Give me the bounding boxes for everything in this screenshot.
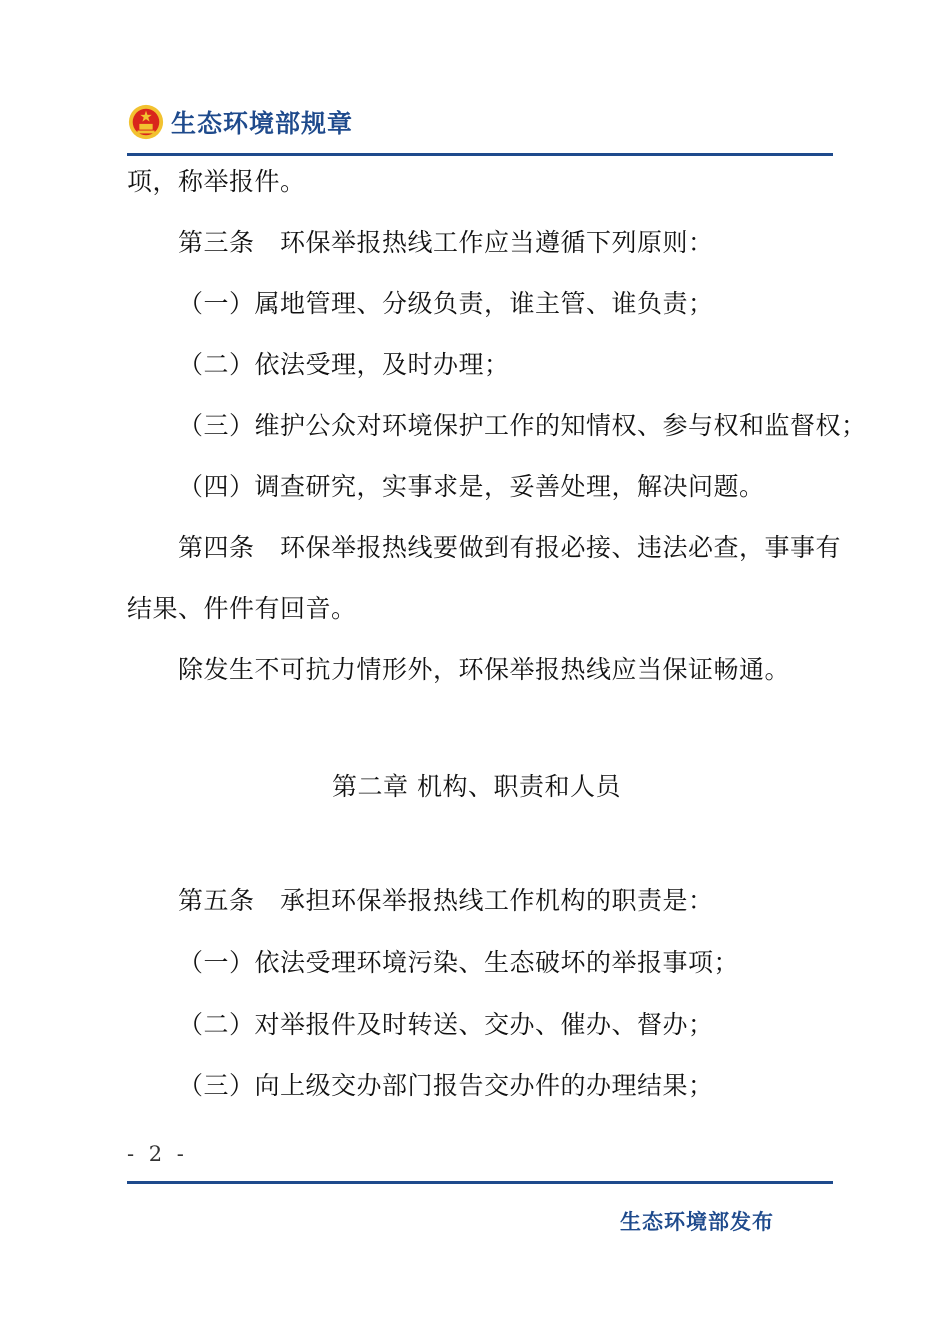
paragraph-line: 除发生不可抗力情形外，环保举报热线应当保证畅通。 bbox=[178, 655, 791, 684]
footer-divider bbox=[127, 1181, 833, 1184]
header-title: 生态环境部规章 bbox=[171, 109, 354, 138]
list-item: （四）调查研究，实事求是，妥善处理，解决问题。 bbox=[178, 472, 765, 501]
list-item: （二）对举报件及时转送、交办、催办、督办； bbox=[178, 1010, 714, 1039]
paragraph-line: 项，称举报件。 bbox=[127, 167, 306, 196]
page-header bbox=[127, 100, 353, 144]
header-divider bbox=[127, 153, 833, 156]
paragraph-line: 结果、件件有回音。 bbox=[127, 594, 357, 623]
national-emblem-icon bbox=[127, 103, 165, 141]
article-4-heading: 第四条 环保举报热线要做到有报必接、违法必查，事事有 bbox=[178, 533, 842, 562]
list-item: （三）维护公众对环境保护工作的知情权、参与权和监督权； bbox=[178, 411, 867, 440]
page-number: - 2 - bbox=[127, 1142, 188, 1166]
list-item: （一）属地管理、分级负责，谁主管、谁负责； bbox=[178, 289, 714, 318]
footer-publisher: 生态环境部发布 bbox=[620, 1210, 774, 1234]
chapter-title: 第二章 机构、职责和人员 bbox=[332, 772, 621, 801]
list-item: （二）依法受理，及时办理； bbox=[178, 350, 510, 379]
list-item: （三）向上级交办部门报告交办件的办理结果； bbox=[178, 1071, 714, 1100]
article-3-heading: 第三条 环保举报热线工作应当遵循下列原则： bbox=[178, 228, 714, 257]
list-item: （一）依法受理环境污染、生态破坏的举报事项； bbox=[178, 948, 740, 977]
article-5-heading: 第五条 承担环保举报热线工作机构的职责是： bbox=[178, 886, 714, 915]
